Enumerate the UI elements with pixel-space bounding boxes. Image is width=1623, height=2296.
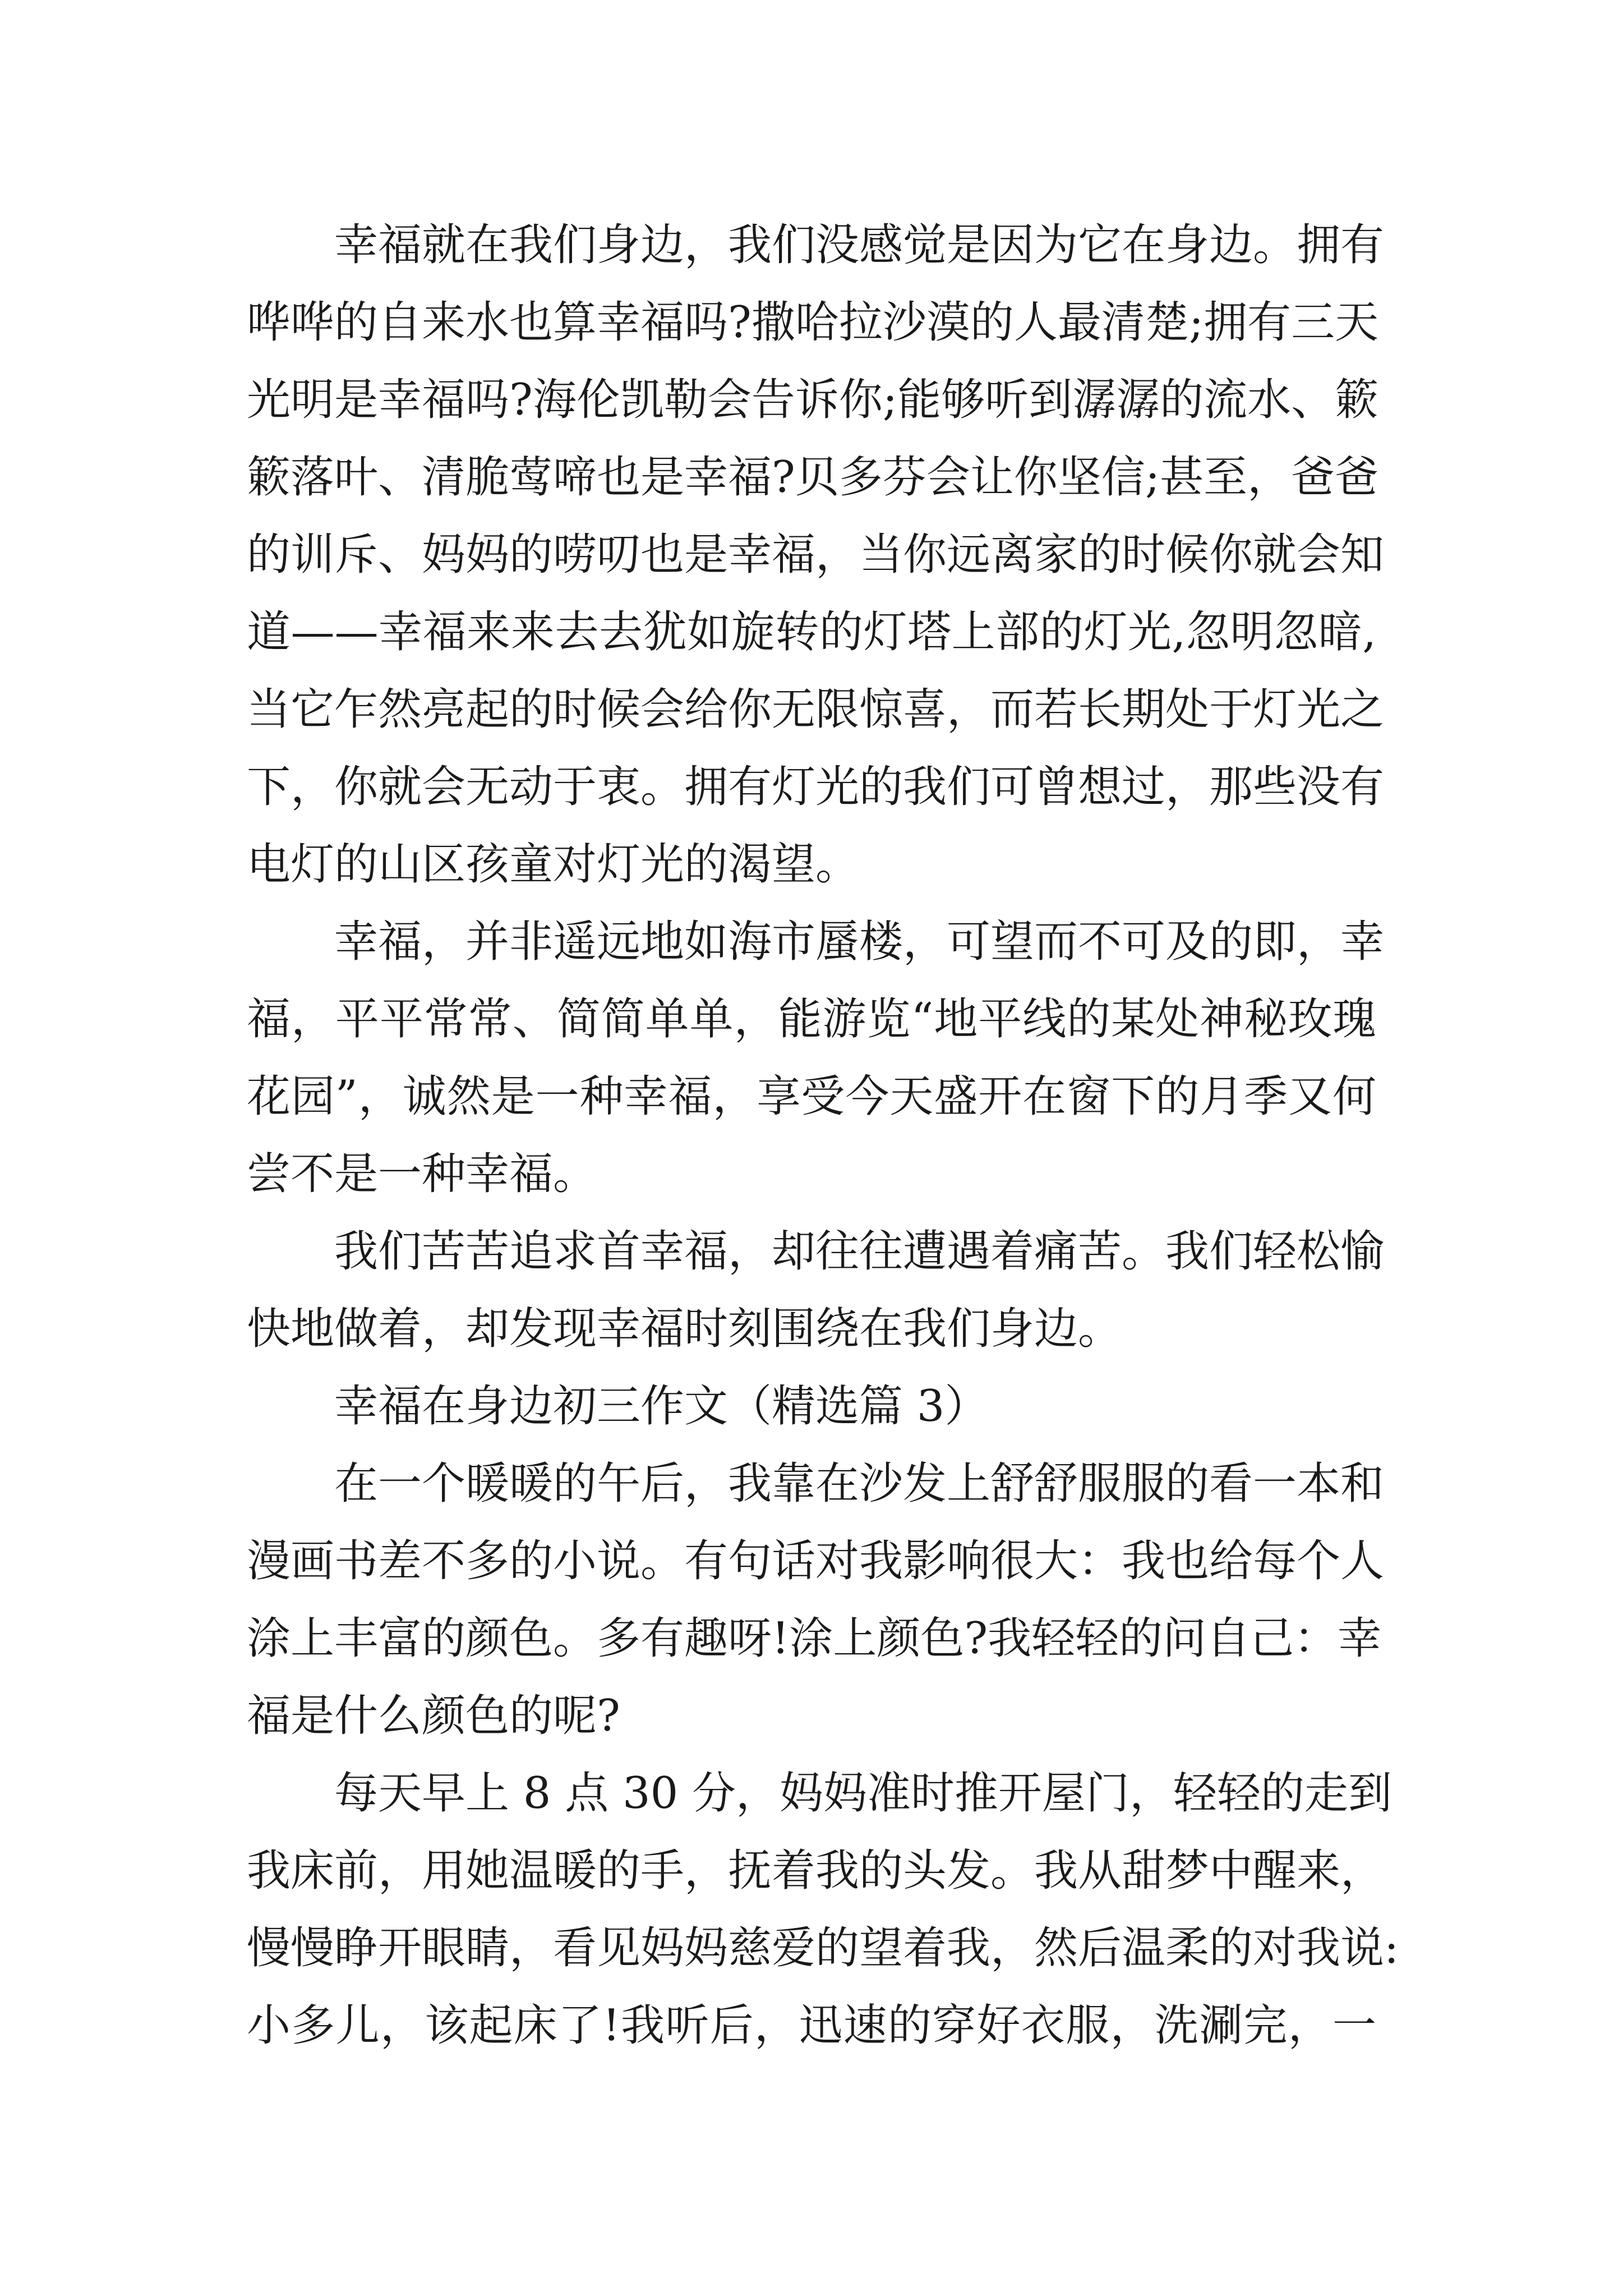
text-line: 小多儿，该起床了!我听后，迅速的穿好衣服，洗涮完，一 — [247, 2000, 1376, 2051]
text-line: 的训斥、妈妈的唠叨也是幸福，当你远离家的时候你就会知 — [247, 530, 1385, 580]
text-line: 电灯的山区孩童对灯光的渴望。 — [247, 839, 860, 890]
text-line: 花园”，诚然是一种幸福，享受今天盛开在窗下的月季又何 — [247, 1071, 1376, 1122]
text-line: 每天早上 8 点 30 分，妈妈准时推开屋门，轻轻的走到 — [334, 1768, 1393, 1819]
text-line: 当它乍然亮起的时候会给你无限惊喜，而若长期处于灯光之 — [247, 684, 1385, 735]
text-line: 光明是幸福吗?海伦凯勒会告诉你;能够听到潺潺的流水、簌 — [247, 375, 1379, 425]
text-line: 尝不是一种幸福。 — [247, 1149, 597, 1199]
text-line: 快地做着，却发现幸福时刻围绕在我们身边。 — [247, 1304, 1122, 1354]
text-line: 涂上丰富的颜色。多有趣呀!涂上颜色?我轻轻的问自己：幸 — [247, 1613, 1382, 1664]
text-line: 道——幸福来来去去犹如旋转的灯塔上部的灯光,忽明忽暗, — [247, 607, 1376, 657]
text-line: 幸福就在我们身边，我们没感觉是因为它在身边。拥有 — [334, 220, 1385, 270]
text-line: 慢慢睁开眼睛，看见妈妈慈爱的望着我，然后温柔的对我说: — [247, 1923, 1399, 1973]
text-line: 我床前，用她温暖的手，抚着我的头发。我从甜梦中醒来， — [247, 1846, 1385, 1896]
text-line: 漫画书差不多的小说。有句话对我影响很大：我也给每个人 — [247, 1536, 1385, 1586]
text-line: 我们苦苦追求首幸福，却往往遭遇着痛苦。我们轻松愉 — [334, 1226, 1385, 1277]
text-line: 哗哗的自来水也算幸福吗?撒哈拉沙漠的人最清楚;拥有三天 — [247, 297, 1379, 348]
text-line: 福，平平常常、简简单单，能游览“地平线的某处神秘玫瑰 — [247, 994, 1376, 1045]
text-line: 下，你就会无动于衷。拥有灯光的我们可曾想过，那些没有 — [247, 762, 1385, 812]
text-line: 幸福，并非遥远地如海市蜃楼，可望而不可及的即，幸 — [334, 917, 1385, 967]
document-body — [247, 206, 1399, 2064]
text-line: 簌落叶、清脆莺啼也是幸福?贝多芬会让你坚信;甚至，爸爸 — [247, 452, 1379, 503]
text-line: 福是什么颜色的呢? — [247, 1691, 620, 1741]
text-line: 在一个暖暖的午后，我靠在沙发上舒舒服服的看一本和 — [334, 1458, 1385, 1509]
section-heading: 幸福在身边初三作文（精选篇 3） — [334, 1381, 989, 1432]
